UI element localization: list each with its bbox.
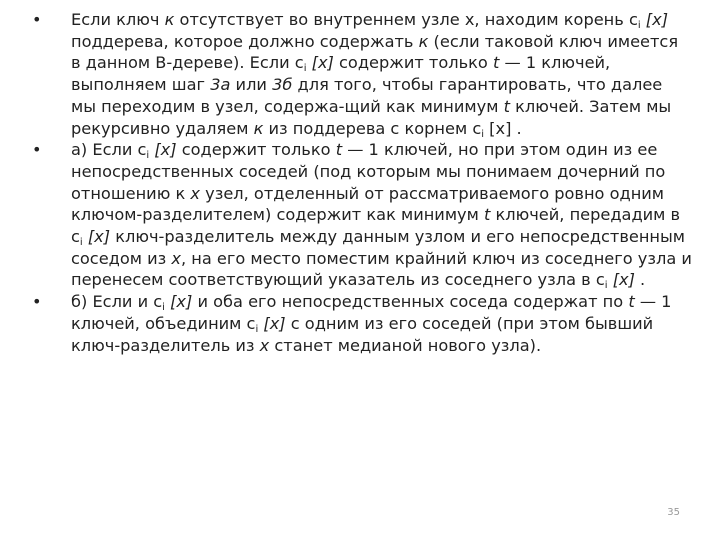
text-run: станет медианой нового узла). bbox=[269, 335, 542, 355]
italic-text: t bbox=[483, 205, 491, 225]
subscript-text: i bbox=[255, 323, 259, 335]
italic-text: [x] bbox=[87, 227, 111, 247]
subscript-text: i bbox=[162, 302, 165, 314]
italic-text: [x] bbox=[154, 140, 177, 160]
bullet-item-3 bbox=[32, 291, 692, 356]
italic-text: 3б bbox=[272, 75, 293, 95]
bullet-text bbox=[71, 139, 692, 291]
text-run: и оба его непосредственных соседа содержат по bbox=[192, 292, 629, 312]
text-run: содержит только bbox=[333, 53, 493, 73]
italic-text: к bbox=[164, 10, 175, 29]
bullet-dot: • bbox=[32, 292, 42, 312]
italic-text: t bbox=[628, 292, 635, 312]
text-run: узел, отделенный от рассматриваемого ровно одним ключом-разделителем) содержит как минимум bbox=[71, 183, 665, 225]
text-run: а) Если c bbox=[71, 140, 147, 160]
subscript-text: i bbox=[481, 128, 485, 140]
bullet-text bbox=[71, 291, 692, 356]
bullet-text bbox=[71, 9, 692, 139]
text-run: из поддерева с корнем c bbox=[263, 118, 482, 138]
italic-text: 3а bbox=[210, 75, 231, 95]
text-run: — 1 ключей, выполняем шаг bbox=[71, 53, 611, 95]
italic-text: x bbox=[171, 248, 181, 268]
italic-text: [x] bbox=[311, 53, 334, 73]
text-run: Если ключ bbox=[71, 10, 165, 29]
bullet-item-2 bbox=[32, 139, 692, 291]
italic-text: t bbox=[335, 140, 343, 160]
page-number: 35 bbox=[667, 507, 680, 518]
italic-text: x bbox=[259, 335, 270, 355]
subscript-text: i bbox=[146, 150, 150, 162]
text-run: ключей, передадим в c bbox=[71, 205, 681, 247]
text-run: б) Если и c bbox=[71, 292, 163, 312]
italic-text: [x] bbox=[263, 313, 286, 333]
text-run: с одним из его соседей (при этом бывший ключ-разделитель из bbox=[71, 313, 654, 355]
text-run: отсутствует во внутреннем узле x, находим корень c bbox=[174, 10, 638, 29]
text-run: — 1 ключей, но при этом один из ее непосредственных соседей (под которым мы понимаем дочерний по отношению к bbox=[71, 140, 666, 203]
bullet-dot: • bbox=[32, 140, 42, 160]
italic-text: t bbox=[503, 96, 510, 116]
bullet-item-1 bbox=[32, 9, 692, 139]
italic-text: [x] bbox=[645, 10, 669, 29]
bullet-list bbox=[32, 9, 692, 356]
text-run: , на его место поместим крайний ключ из соседнего узла и перенесем соответствующий указатель из соседнего узла в c bbox=[71, 248, 692, 290]
text-run: ключей. Затем мы рекурсивно удаляем bbox=[71, 96, 672, 138]
italic-text: [x] bbox=[612, 270, 635, 290]
subscript-text: i bbox=[637, 20, 641, 31]
text-run: — 1 ключей, объединим c bbox=[71, 292, 672, 333]
subscript-text: i bbox=[604, 280, 608, 292]
subscript-text: i bbox=[79, 237, 83, 249]
italic-text: t bbox=[492, 53, 500, 73]
italic-text: [x] bbox=[170, 292, 193, 312]
italic-text: x bbox=[190, 183, 200, 203]
bullet-dot: • bbox=[32, 10, 42, 29]
text-run: ключ-разделитель между данным узлом и его непосредственным соседом из bbox=[71, 227, 686, 268]
italic-text: к bbox=[253, 118, 264, 138]
text-run: . bbox=[634, 270, 646, 290]
italic-text: к bbox=[418, 31, 429, 51]
text-run: для того, чтобы гарантировать, что далее мы переходим в узел, содержа-щий как минимум bbox=[71, 75, 663, 116]
text-run: поддерева, которое должно содержать bbox=[71, 31, 419, 51]
text-run: или bbox=[230, 75, 273, 95]
text-run: содержит только bbox=[176, 140, 336, 160]
subscript-text: i bbox=[303, 63, 307, 75]
text-run: [x] . bbox=[484, 118, 522, 138]
text-run: (если таковой ключ имеется в данном B-дереве). Если c bbox=[71, 31, 679, 73]
